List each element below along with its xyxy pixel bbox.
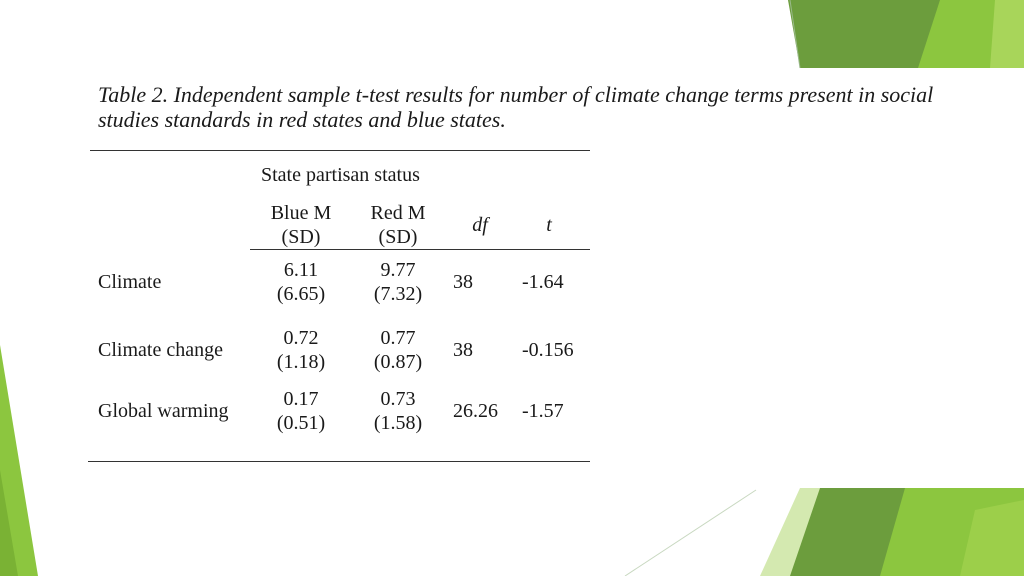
cell-red-mean: 0.73 (380, 388, 416, 410)
cell-t-global-warming: -1.57 (522, 400, 564, 422)
cell-blue-mean: 0.17 (283, 388, 319, 410)
cell-red-mean: 0.77 (380, 327, 416, 349)
decor-bottom-line (625, 490, 756, 576)
cell-t-climate: -1.64 (522, 271, 564, 293)
column-header-red-line2: (SD) (378, 226, 418, 248)
column-header-red-line1: Red M (370, 202, 426, 224)
column-header-blue-line1: Blue M (270, 202, 332, 224)
cell-blue-sd: (1.18) (276, 351, 326, 373)
column-header-blue (258, 201, 344, 249)
cell-df-climate: 38 (453, 271, 473, 293)
row-label-climate: Climate (98, 271, 162, 293)
group-header: State partisan status (261, 164, 420, 186)
cell-red-sd: (1.58) (373, 412, 423, 434)
row-label-climate-change: Climate change (98, 339, 223, 361)
cell-red-global-warming (355, 387, 441, 435)
cell-red-climate (355, 258, 441, 306)
column-header-blue-line2: (SD) (281, 226, 321, 248)
cell-blue-global-warming (258, 387, 344, 435)
cell-red-sd: (0.87) (373, 351, 423, 373)
cell-blue-climate (258, 258, 344, 306)
table-caption: Table 2. Independent sample t-test results for number of climate change terms present in social studies standards in red states and blue states. (98, 82, 934, 132)
header-underline-rule (250, 249, 590, 250)
cell-df-global-warming: 26.26 (453, 400, 498, 422)
table-bottom-rule (88, 461, 590, 462)
cell-blue-mean: 6.11 (283, 259, 319, 281)
table-top-rule (90, 150, 590, 151)
decor-top-right-pale (990, 0, 1024, 68)
column-header-red (355, 201, 441, 249)
column-header-t: t (546, 214, 552, 236)
row-label-global-warming: Global warming (98, 400, 229, 422)
cell-t-climate-change: -0.156 (522, 339, 574, 361)
cell-blue-climate-change (258, 326, 344, 374)
cell-blue-sd: (0.51) (276, 412, 326, 434)
cell-red-mean: 9.77 (380, 259, 416, 281)
cell-red-sd: (7.32) (373, 283, 423, 305)
cell-red-climate-change (355, 326, 441, 374)
cell-blue-sd: (6.65) (276, 283, 326, 305)
column-header-df: df (472, 214, 488, 236)
cell-blue-mean: 0.72 (283, 327, 319, 349)
cell-df-climate-change: 38 (453, 339, 473, 361)
